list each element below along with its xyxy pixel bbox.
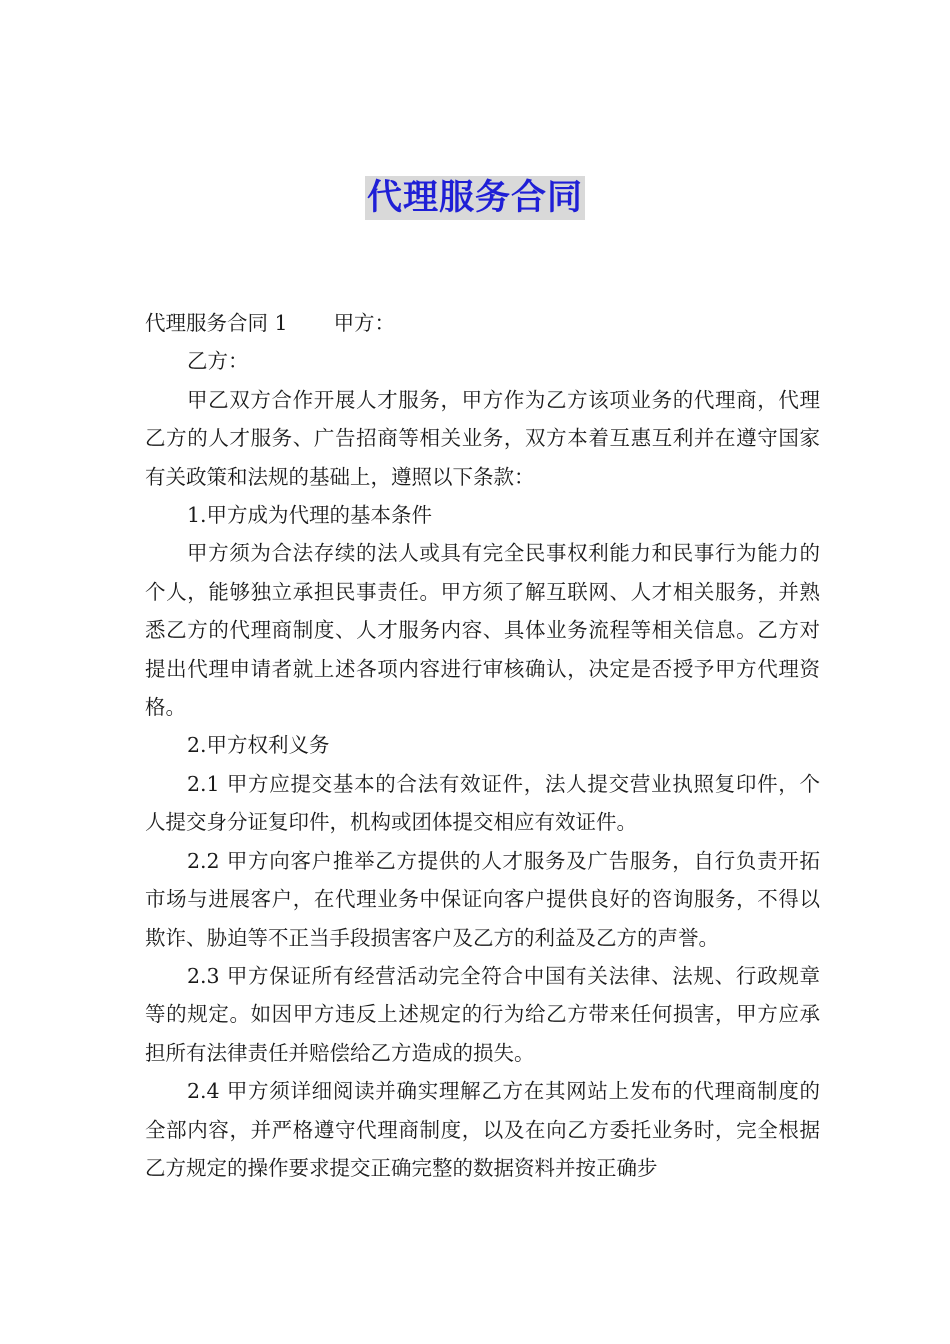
document-title: 代理服务合同 xyxy=(366,178,583,218)
title-container xyxy=(0,176,950,220)
document-body xyxy=(145,304,820,1187)
party-a-label: 甲方： xyxy=(333,311,396,335)
paragraph-party-b: 乙方： xyxy=(187,349,249,374)
paragraph-preamble: 甲乙双方合作开展人才服务，甲方作为乙方该项业务的代理商，代理乙方的人才服务、广告招商等相关业务，双方本着互惠互利并在遵守国家有关政策和法规的基础上，遵照以下条款： xyxy=(145,387,820,489)
clause-2-1: 2.1 甲方应提交基本的合法有效证件，法人提交营业执照复印件，个人提交身分证复印件，机构或团体提交相应有效证件。 xyxy=(145,771,820,835)
opening-line xyxy=(145,304,820,342)
clause-2-3: 2.3 甲方保证所有经营活动完全符合中国有关法律、法规、行政规章等的规定。如因甲方违反上述规定的行为给乙方带来任何损害，甲方应承担所有法律责任并赔偿给乙方造成的损失。 xyxy=(145,963,820,1065)
clause-2-4: 2.4 甲方须详细阅读并确实理解乙方在其网站上发布的代理商制度的全部内容，并严格遵守代理商制度，以及在向乙方委托业务时，完全根据乙方规定的操作要求提交正确完整的数据资料并按正确步 xyxy=(145,1079,820,1180)
clause-2-2: 2.2 甲方向客户推举乙方提供的人才服务及广告服务，自行负责开拓市场与进展客户，在代理业务中保证向客户提供良好的咨询服务，不得以欺诈、胁迫等不正当手段损害客户及乙方的利益及乙方的声誉。 xyxy=(145,848,820,950)
section-heading-2: 2.甲方权利义务 xyxy=(187,733,330,758)
contract-heading: 代理服务合同 1 xyxy=(145,311,288,335)
section-heading-1: 1.甲方成为代理的基本条件 xyxy=(187,503,433,528)
paragraph-section-1: 甲方须为合法存续的法人或具有完全民事权利能力和民事行为能力的个人，能够独立承担民事责任。甲方须了解互联网、人才相关服务，并熟悉乙方的代理商制度、人才服务内容、具体业务流程等相关信息。乙方对提出代理申请者就上述各项内容进行审核确认，决定是否授予甲方代理资格。 xyxy=(145,541,820,720)
